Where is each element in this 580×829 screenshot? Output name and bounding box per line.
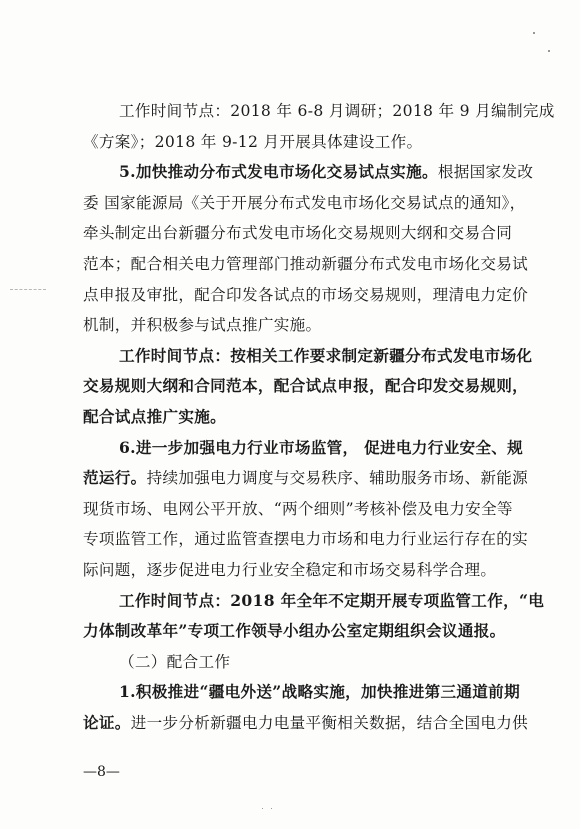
text-segment: 《方案》；2018 年 9-12 月开展具体建设工作。	[83, 132, 423, 151]
text-line	[83, 677, 530, 708]
bold-text-segment: 5.加快推动分布式发电市场化交易试点实施。	[119, 162, 438, 182]
page-number: —8—	[83, 764, 120, 780]
text-line	[83, 586, 545, 617]
text-line	[83, 157, 534, 188]
scan-speck	[271, 808, 272, 809]
text-line	[83, 218, 530, 249]
scan-speck	[533, 32, 535, 34]
text-segment: 工作时间节点：2018 年 6-8 月调研；2018 年 9 月编制完成	[119, 102, 555, 120]
scan-speck	[262, 808, 263, 809]
text-segment: 机制，并积极参与试点推广实施。	[83, 316, 322, 335]
text-line	[83, 433, 530, 464]
text-line	[83, 708, 530, 739]
text-segment: 进一步分析新疆电力电量平衡相关数据，结合全国电力供	[130, 713, 529, 732]
text-line	[83, 494, 530, 525]
text-line	[83, 310, 530, 341]
bold-text-segment: 6.进一步加强电力行业市场监管， 促进电力行业安全、规	[119, 437, 524, 457]
bold-text-segment: 范运行。	[83, 468, 147, 488]
text-line	[83, 463, 530, 494]
text-segment: 际问题，逐步促进电力行业安全稳定和市场交易科学合理。	[83, 560, 497, 579]
bold-text-segment: 工作时间节点：按相关工作要求制定新疆分布式发电市场化	[119, 345, 533, 365]
bold-text-segment: 论证。	[83, 712, 131, 732]
text-segment: 点申报及审批，配合印发各试点的市场交易规则，理清电力定价	[83, 285, 529, 304]
text-line	[83, 524, 530, 555]
bold-text-segment: 1.积极推进“疆电外送”战略实施，加快推进第三通道前期	[119, 682, 520, 702]
bold-text-segment: 力体制改革年”专项工作领导小组办公室定期组织会议通报。	[83, 621, 506, 641]
text-line	[83, 402, 530, 433]
text-line	[83, 280, 530, 311]
text-line	[83, 341, 533, 372]
scan-speck	[548, 50, 550, 52]
text-line	[83, 555, 530, 586]
text-segment: 根据国家发改	[437, 163, 534, 182]
document-body	[83, 96, 555, 738]
text-segment: 范本；配合相关电力管理部门推动新疆分布式发电市场化交易试	[83, 254, 529, 273]
text-line	[83, 188, 530, 219]
text-line	[83, 647, 530, 678]
text-line	[83, 249, 530, 280]
text-line	[83, 127, 530, 158]
bold-text-segment: 配合试点推广实施。	[83, 406, 227, 426]
text-segment: 现货市场、电网公平开放、“两个细则”考核补偿及电力安全等	[83, 499, 513, 518]
text-segment: （二）配合工作	[119, 652, 231, 671]
text-segment: 牵头制定出台新疆分布式发电市场化交易规则大纲和交易合同	[83, 224, 513, 243]
text-segment: 专项监管工作，通过监管查摆电力市场和电力行业运行存在的实	[83, 530, 529, 549]
bold-text-segment: 工作时间节点：2018 年全年不定期开展专项监管工作，“电	[119, 590, 545, 610]
text-line	[83, 371, 530, 402]
text-line	[83, 96, 555, 127]
text-line	[83, 616, 530, 647]
text-segment: 委 国家能源局《关于开展分布式发电市场化交易试点的通知》，	[83, 193, 526, 212]
text-segment: 持续加强电力调度与交易秩序、辅助服务市场、新能源	[146, 469, 529, 488]
bold-text-segment: 交易规则大纲和合同范本，配合试点申报，配合印发交易规则，	[83, 376, 529, 396]
binding-margin-mark	[10, 289, 46, 290]
